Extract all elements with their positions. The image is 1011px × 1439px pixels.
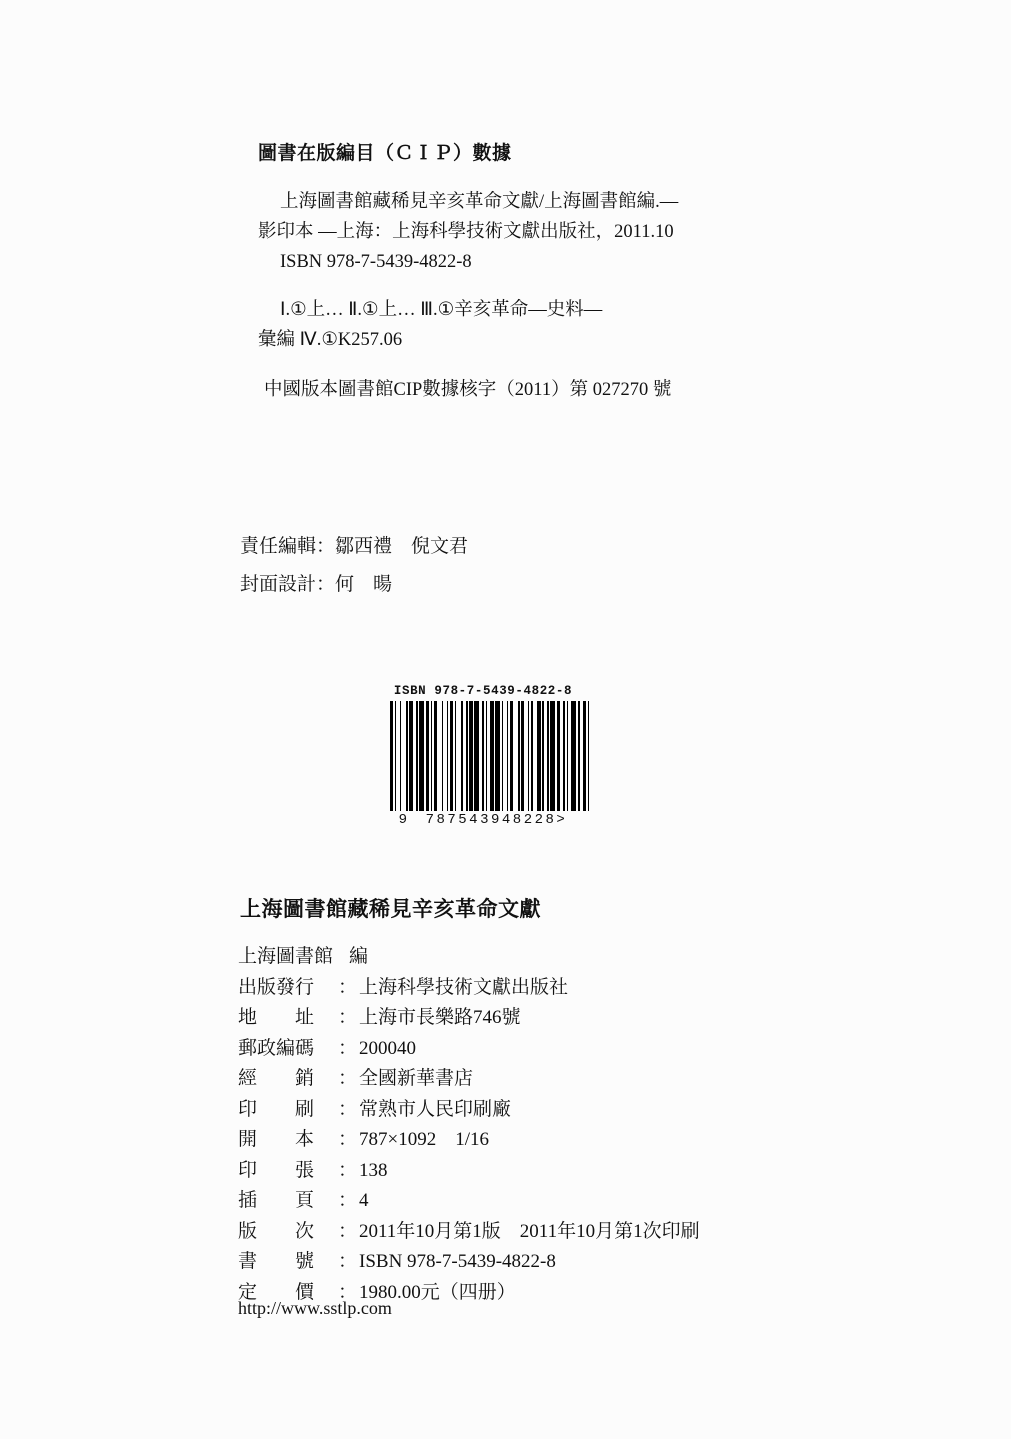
cip-entry-isbn: ISBN 978-7-5439-4822-8 xyxy=(280,252,472,272)
responsible-editor-row xyxy=(240,528,760,566)
colophon-row: 插 頁 ： 4 xyxy=(238,1186,858,1217)
colophon-row-label: 印 刷 xyxy=(238,1098,315,1120)
cover-designer-name: 何 暘 xyxy=(335,574,393,595)
colophon-row-label: 開 本 xyxy=(238,1129,315,1150)
colophon-compiler-value: 編 xyxy=(349,946,369,967)
barcode-digit-right: 948228 xyxy=(491,812,557,828)
cip-classification xyxy=(258,295,778,355)
isbn-barcode xyxy=(388,684,578,828)
cip-class-line-2: 彙編 Ⅳ.①K257.06 xyxy=(258,330,403,350)
colophon-row: 出版發行 ： 上海科學技術文獻出版社 xyxy=(238,973,858,1004)
colophon-row-label: 出版發行 xyxy=(238,976,315,998)
colophon-row-label: 書 號 xyxy=(238,1251,315,1272)
colophon-row: 郵政編碼 ： 200040 xyxy=(238,1034,858,1065)
colophon-row-value: ISBN 978-7-5439-4822-8 xyxy=(359,1251,556,1272)
colophon-row-value: 4 xyxy=(359,1190,369,1211)
cip-entry xyxy=(258,187,778,277)
colophon-row-label: 版 次 xyxy=(238,1220,315,1242)
colophon-title: 上海圖書館藏稀見辛亥革命文獻 xyxy=(240,898,541,921)
colophon-block xyxy=(238,942,858,1308)
cover-designer-label: 封面設計： xyxy=(240,574,336,595)
colophon-row: 版 次 ： 2011年10月第1版 2011年10月第1次印刷 xyxy=(238,1217,858,1248)
colophon-row-value: 2011年10月第1版 2011年10月第1次印刷 xyxy=(359,1220,700,1242)
colophon-row-label: 定 價 xyxy=(238,1281,315,1303)
colophon-row: 印 刷 ： 常熟市人民印刷廠 xyxy=(238,1095,858,1126)
cip-block xyxy=(258,138,778,405)
colophon-row-label: 郵政編碼 xyxy=(238,1037,315,1059)
colophon-row-value: 200040 xyxy=(359,1037,417,1059)
responsible-editor-label: 責任編輯： xyxy=(240,536,336,557)
colophon-row-label: 印 張 xyxy=(238,1159,315,1181)
colophon-row: 地 址 ： 上海市長樂路746號 xyxy=(238,1003,858,1034)
colophon-compiler-row xyxy=(238,942,858,973)
cip-heading: 圖書在版編目（ＣＩＰ）數據 xyxy=(258,143,512,164)
colophon-row-value: 全國新華書店 xyxy=(359,1068,474,1089)
responsible-editor-names: 鄒西禮 倪文君 xyxy=(335,536,469,557)
barcode-isbn-text: ISBN 978-7-5439-4822-8 xyxy=(393,684,573,698)
colophon-row: 書 號 ： ISBN 978-7-5439-4822-8 xyxy=(238,1247,858,1278)
cip-check-number: 中國版本圖書館CIP數據核字（2011）第 027270 號 xyxy=(264,380,672,400)
colophon-row-value: 1980.00元（四册） xyxy=(359,1281,516,1303)
barcode-digit-left: 9 xyxy=(398,812,410,828)
colophon-row: 經 銷 ： 全國新華書店 xyxy=(238,1064,858,1095)
credits-block xyxy=(240,528,760,604)
colophon-row-value: 138 xyxy=(359,1159,388,1181)
cip-entry-line-2: 影印本 —上海：上海科學技術文獻出版社，2011.10 xyxy=(258,222,674,242)
publisher-website: http://www.sstlp.com xyxy=(238,1298,392,1318)
barcode-trailing: > xyxy=(556,812,568,828)
colophon-row-label: 插 頁 xyxy=(238,1190,315,1211)
barcode-digits xyxy=(388,812,578,828)
colophon-row: 開 本 ： 787×1092 1/16 xyxy=(238,1125,858,1156)
colophon-row-label: 地 址 xyxy=(238,1007,315,1028)
colophon-row-label: 經 銷 xyxy=(238,1068,315,1089)
colophon-row-value: 上海市長樂路746號 xyxy=(359,1007,521,1028)
barcode-bars xyxy=(390,701,576,811)
cip-class-line-1: Ⅰ.①上… Ⅱ.①上… Ⅲ.①辛亥革命—史料— xyxy=(280,300,603,320)
colophon-compiler-label: 上海圖書館 xyxy=(238,946,334,967)
barcode-digit-main: 787543 xyxy=(425,812,491,828)
colophon-row-value: 上海科學技術文獻出版社 xyxy=(359,976,569,998)
cover-designer-row xyxy=(240,566,760,604)
cip-entry-line-1: 上海圖書館藏稀見辛亥革命文獻/上海圖書館編.— xyxy=(280,192,679,212)
colophon-row-value: 常熟市人民印刷廠 xyxy=(359,1098,512,1120)
colophon-row: 定 價 ： 1980.00元（四册） xyxy=(238,1278,858,1309)
colophon-row-value: 787×1092 1/16 xyxy=(359,1129,490,1150)
colophon-row: 印 張 ： 138 xyxy=(238,1156,858,1187)
